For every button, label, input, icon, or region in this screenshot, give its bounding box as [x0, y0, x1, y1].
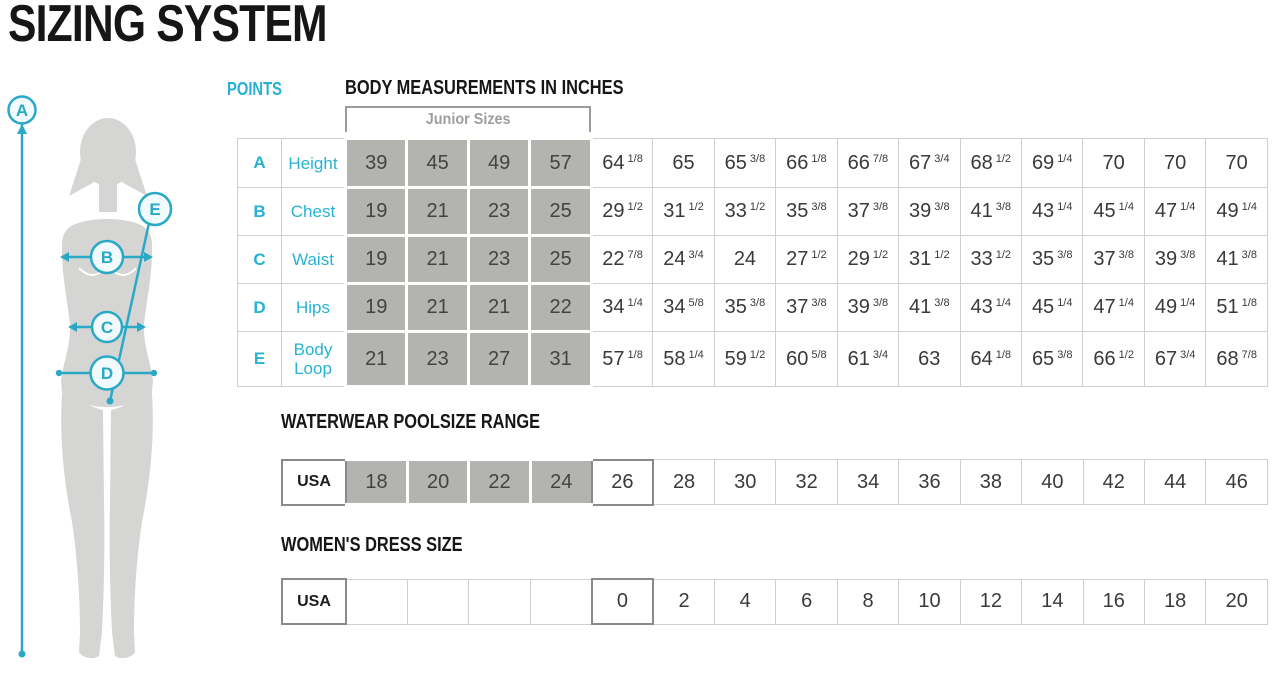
measurement-cell: 60 $^{5/8}$ [776, 332, 837, 387]
junior-sizes-label: Junior Sizes [425, 111, 511, 128]
pool-size-cell-row [282, 460, 1268, 505]
junior-size-cell: 21 [407, 236, 468, 284]
dress-size-cell: 10 [899, 579, 960, 624]
measurement-cell: 64 $^{1/8}$ [591, 139, 652, 188]
dress-size-cell: 8 [837, 579, 898, 624]
measurement-cell: 35 $^{3/8}$ [714, 284, 775, 332]
junior-size-cell: 45 [407, 139, 468, 188]
head [80, 118, 136, 186]
point-letter: E [238, 332, 282, 387]
junior-size-cell: 25 [530, 236, 591, 284]
junior-size-cell: 57 [530, 139, 591, 188]
body-measurements-heading: BODY MEASUREMENTS IN INCHES [345, 77, 624, 99]
junior-sizes-bracket [345, 106, 591, 132]
dress-size-cell: 20 [1206, 579, 1268, 624]
measurement-cell: 63 [899, 332, 960, 387]
measurement-cell: 39 $^{3/8}$ [1144, 236, 1205, 284]
junior-pool-size-cell: 18 [346, 460, 407, 505]
measurement-cell: 24 [714, 236, 775, 284]
measurement-cell: 37 $^{3/8}$ [776, 284, 837, 332]
measurement-cell: 49 $^{1/4}$ [1206, 188, 1268, 236]
dress-size-cell: 12 [960, 579, 1021, 624]
measurement-cell: 68 $^{7/8}$ [1206, 332, 1268, 387]
measurement-cell: 41 $^{3/8}$ [1206, 236, 1268, 284]
dress-size-cell-row [282, 579, 1268, 624]
measurement-cell: 34 $^{1/4}$ [591, 284, 652, 332]
measurement-label: Height [282, 139, 346, 188]
junior-size-cell: 49 [468, 139, 529, 188]
point-letter: A [238, 139, 282, 188]
measurement-cell: 49 $^{1/4}$ [1144, 284, 1205, 332]
measurement-cell: 24 $^{3/4}$ [653, 236, 714, 284]
pool-size-cell: 46 [1206, 460, 1268, 505]
junior-size-cell: 23 [468, 188, 529, 236]
point-letter: B [238, 188, 282, 236]
measurement-cell: 51 $^{1/8}$ [1206, 284, 1268, 332]
body-loop-dot [107, 398, 114, 405]
junior-size-cell: 39 [346, 139, 407, 188]
poolsize-heading: WATERWEAR POOLSIZE RANGE [281, 411, 541, 433]
measurement-cell: 57 $^{1/8}$ [591, 332, 652, 387]
measurement-cell: 35 $^{3/8}$ [1021, 236, 1082, 284]
pool-size-cell: 28 [653, 460, 714, 505]
measurement-cell: 67 $^{3/4}$ [1144, 332, 1205, 387]
measurement-label: Body Loop [282, 332, 346, 387]
measurement-cell: 45 $^{1/4}$ [1083, 188, 1144, 236]
measurement-row [238, 284, 1268, 332]
page-title [8, 0, 397, 54]
measurement-cell: 43 $^{1/4}$ [960, 284, 1021, 332]
measurement-cell: 66 $^{1/2}$ [1083, 332, 1144, 387]
measurement-row [238, 236, 1268, 284]
dress-size-cell: 18 [1144, 579, 1205, 624]
pool-size-cell: 40 [1022, 460, 1083, 505]
measurement-cell: 43 $^{1/4}$ [1021, 188, 1082, 236]
measurement-cell: 65 $^{3/8}$ [1021, 332, 1082, 387]
measurement-cell: 22 $^{7/8}$ [591, 236, 652, 284]
junior-size-cell: 21 [468, 284, 529, 332]
pool-size-cell: 34 [837, 460, 898, 505]
measurement-cell: 70 [1083, 139, 1144, 188]
measurement-cell: 39 $^{3/8}$ [899, 188, 960, 236]
junior-size-cell: 31 [530, 332, 591, 387]
measurement-cell: 69 $^{1/4}$ [1021, 139, 1082, 188]
junior-size-cell: 22 [530, 284, 591, 332]
dress-size-cell: 2 [653, 579, 714, 624]
junior-size-cell: 23 [407, 332, 468, 387]
region-label: USA [282, 460, 346, 505]
measurement-cell: 47 $^{1/4}$ [1083, 284, 1144, 332]
pool-size-cell: 38 [960, 460, 1021, 505]
point-letter: D [238, 284, 282, 332]
measurement-cell: 41 $^{3/8}$ [960, 188, 1021, 236]
measurement-cell: 59 $^{1/2}$ [714, 332, 775, 387]
junior-pool-size-cell: 20 [407, 460, 468, 505]
measurement-label: Waist [282, 236, 346, 284]
junior-size-cell: 21 [407, 188, 468, 236]
measurement-cell: 39 $^{3/8}$ [837, 284, 898, 332]
measurement-cell: 31 $^{1/2}$ [653, 188, 714, 236]
measurement-cell: 29 $^{1/2}$ [837, 236, 898, 284]
measurement-cell: 33 $^{1/2}$ [714, 188, 775, 236]
left-leg [61, 382, 104, 658]
height-dot-bottom [19, 651, 26, 658]
measurement-cell: 70 [1206, 139, 1268, 188]
empty-cell [530, 579, 591, 624]
pool-size-cell: 44 [1144, 460, 1205, 505]
pool-size-cell: 30 [715, 460, 776, 505]
measurement-cell: 58 $^{1/4}$ [653, 332, 714, 387]
junior-size-cell: 25 [530, 188, 591, 236]
measurement-cell: 67 $^{3/4}$ [899, 139, 960, 188]
point-a-letter: A [15, 101, 29, 120]
junior-pool-size-cell: 24 [530, 460, 591, 505]
measurement-cell: 64 $^{1/8}$ [960, 332, 1021, 387]
page-title-text: SIZING SYSTEM [8, 0, 327, 53]
measurement-cell: 34 $^{5/8}$ [653, 284, 714, 332]
point-letter: C [238, 236, 282, 284]
measurement-label: Chest [282, 188, 346, 236]
points-column-heading: POINTS [227, 79, 282, 99]
hips-dot-right [151, 370, 157, 376]
measurement-cell: 37 $^{3/8}$ [837, 188, 898, 236]
measurement-cell: 68 $^{1/2}$ [960, 139, 1021, 188]
body-measurements-table [237, 137, 1268, 388]
measurement-cell: 61 $^{3/4}$ [837, 332, 898, 387]
measurement-row [238, 332, 1268, 387]
hips-dot-left [56, 370, 62, 376]
junior-size-cell: 19 [346, 284, 407, 332]
measurement-cell: 29 $^{1/2}$ [591, 188, 652, 236]
measurement-cell: 65 [653, 139, 714, 188]
measurement-cell: 37 $^{3/8}$ [1083, 236, 1144, 284]
measurement-cell: 70 [1144, 139, 1205, 188]
pool-size-cell: 42 [1083, 460, 1144, 505]
right-leg [110, 382, 153, 658]
measurement-cell: 66 $^{7/8}$ [837, 139, 898, 188]
measurement-row [238, 188, 1268, 236]
junior-size-cell: 21 [346, 332, 407, 387]
dress-size-cell: 0 [592, 579, 653, 624]
point-d-letter: D [100, 364, 114, 383]
junior-size-cell: 27 [468, 332, 529, 387]
dress-size-cell: 6 [776, 579, 837, 624]
measurement-cell: 33 $^{1/2}$ [960, 236, 1021, 284]
measurement-label: Hips [282, 284, 346, 332]
measurement-cell: 66 $^{1/8}$ [776, 139, 837, 188]
empty-cell [469, 579, 530, 624]
measurement-cell: 31 $^{1/2}$ [899, 236, 960, 284]
neck [99, 176, 117, 212]
dress-size-heading: WOMEN'S DRESS SIZE [281, 534, 463, 556]
measurement-cell: 41 $^{3/8}$ [899, 284, 960, 332]
point-b-letter: B [100, 248, 114, 267]
point-c-letter: C [100, 318, 114, 337]
measurement-cell: 45 $^{1/4}$ [1021, 284, 1082, 332]
pool-size-cell: 32 [776, 460, 837, 505]
pool-size-cell: 36 [899, 460, 960, 505]
empty-cell [346, 579, 407, 624]
dress-size-table [281, 578, 1268, 625]
height-arrow-top [17, 124, 27, 134]
measurement-cell: 47 $^{1/4}$ [1144, 188, 1205, 236]
region-label: USA [282, 579, 346, 624]
junior-pool-size-cell: 22 [469, 460, 530, 505]
junior-size-cell: 21 [407, 284, 468, 332]
dress-size-cell: 16 [1083, 579, 1144, 624]
junior-size-cell: 19 [346, 236, 407, 284]
measurement-cell: 27 $^{1/2}$ [776, 236, 837, 284]
body-figure [0, 92, 240, 669]
poolsize-table [281, 458, 1268, 506]
junior-size-cell: 23 [468, 236, 529, 284]
empty-cell [407, 579, 468, 624]
dress-size-cell: 14 [1022, 579, 1083, 624]
dress-size-cell: 4 [715, 579, 776, 624]
measurement-row [238, 139, 1268, 188]
junior-size-cell: 19 [346, 188, 407, 236]
measurement-cell: 65 $^{3/8}$ [714, 139, 775, 188]
measurement-cell: 35 $^{3/8}$ [776, 188, 837, 236]
point-e-letter: E [149, 200, 161, 219]
pool-size-cell: 26 [592, 460, 653, 505]
body-figure-svg [0, 92, 240, 669]
